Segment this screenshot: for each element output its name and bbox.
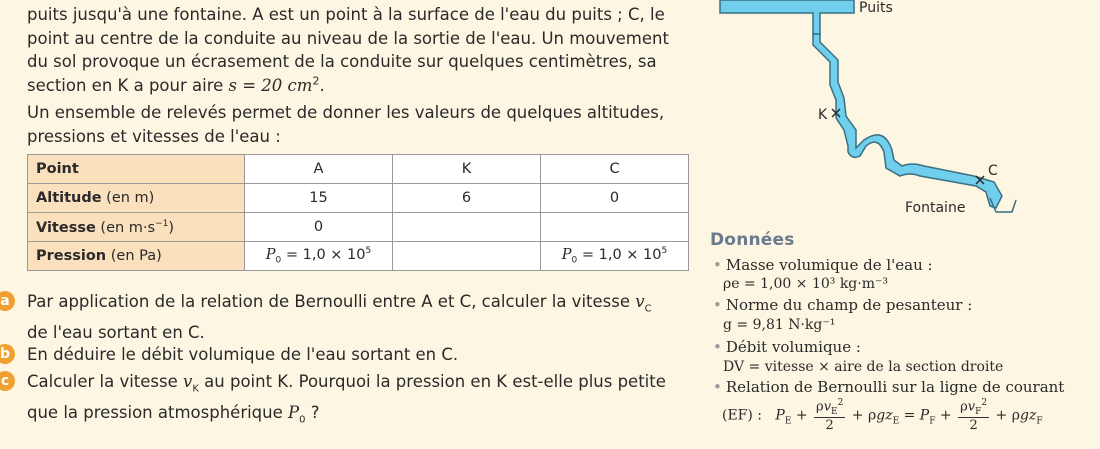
column-header-a: A <box>245 155 393 184</box>
row-header: Pression (en Pa) <box>28 242 245 271</box>
table-cell <box>393 213 541 242</box>
row-header: Vitesse (en $m\cdot s^{-1}$) <box>28 213 245 242</box>
text-line: Un ensemble de relevés permet de donner les valeurs de quelques altitudes, <box>27 103 665 122</box>
row-header: Altitude (en m) <box>28 184 245 213</box>
donnees-value: g = 9,81 N·kg⁻¹ <box>723 317 836 333</box>
text-line: puits jusqu'à une fontaine. A est un point à la surface de l'eau du puits ; C, le <box>27 5 665 24</box>
question-badge-b: b <box>0 344 15 364</box>
label-k: K <box>818 107 828 123</box>
text-line: point au centre de la conduite au niveau de la sortie de l'eau. Un mouvement <box>27 28 669 48</box>
text-line: Calculer la vitesse $v_K$ au point K. Pourquoi la pression en K est-elle plus petite <box>27 372 666 395</box>
column-header-c: C <box>541 155 689 184</box>
pipe-diagram <box>690 0 1100 230</box>
column-header-k: K <box>393 155 541 184</box>
well-basin <box>720 0 854 34</box>
measurements-table <box>27 154 689 271</box>
table-cell: 0 <box>541 184 689 213</box>
text-line: pressions et vitesses de l'eau : <box>27 126 281 146</box>
table-cell: $P_0 = 1,0 \times 10^5$ <box>245 242 393 271</box>
question-badge-a: a <box>0 291 15 311</box>
table-cell: 6 <box>393 184 541 213</box>
table-cell <box>393 242 541 271</box>
row-header: Point <box>28 155 245 184</box>
text-line: du sol provoque un écrasement de la conduite sur quelques centimètres, sa <box>27 52 657 71</box>
text-line: Par application de la relation de Bernoulli entre A et C, calculer la vitesse $v_C$ <box>27 292 652 315</box>
donnees-item: • Masse volumique de l'eau : <box>713 256 933 274</box>
text-line: section en K a pour aire s = 20 $cm^2$. <box>27 74 325 95</box>
donnees-value: DV = vitesse × aire de la section droite <box>723 359 1004 375</box>
table-row-pression <box>28 242 689 271</box>
measurements-intro-paragraph <box>27 101 677 148</box>
table-cell <box>541 213 689 242</box>
label-puits: Puits <box>859 0 893 16</box>
table-header-row <box>28 155 689 184</box>
pipe <box>813 34 1002 208</box>
donnees-item: • Débit volumique : <box>713 338 861 356</box>
text-line: que la pression atmosphérique $P_0$ ? <box>27 402 320 426</box>
text-line: En déduire le débit volumique de l'eau sortant en C. <box>27 345 459 364</box>
table-cell: 15 <box>245 184 393 213</box>
donnees-value: ρe = 1,00 × 10³ kg·m⁻³ <box>723 276 888 292</box>
donnees-item: • Norme du champ de pesanteur : <box>713 296 973 314</box>
donnees-title: Données <box>710 230 795 250</box>
table-row-altitude <box>28 184 689 213</box>
problem-statement-paragraph <box>27 3 677 97</box>
question-badge-c: c <box>0 371 15 391</box>
table-row-vitesse <box>28 213 689 242</box>
label-c: C <box>988 163 998 179</box>
donnees-item: • Relation de Bernoulli sur la ligne de courant <box>713 378 1065 396</box>
table-cell: 0 <box>245 213 393 242</box>
bernoulli-formula: (EF) : $P_E$ + $\frac{\rho v_E^2}{2}$ + $\rho gz_E = P_F$ + $\frac{\rho v_F^2}{2}$ + ρgz$_F$ <box>722 398 1043 433</box>
text-line: de l'eau sortant en C. <box>27 322 205 342</box>
label-fontaine: Fontaine <box>905 200 966 216</box>
table-cell: $P_0 = 1,0 \times 10^5$ <box>541 242 689 271</box>
